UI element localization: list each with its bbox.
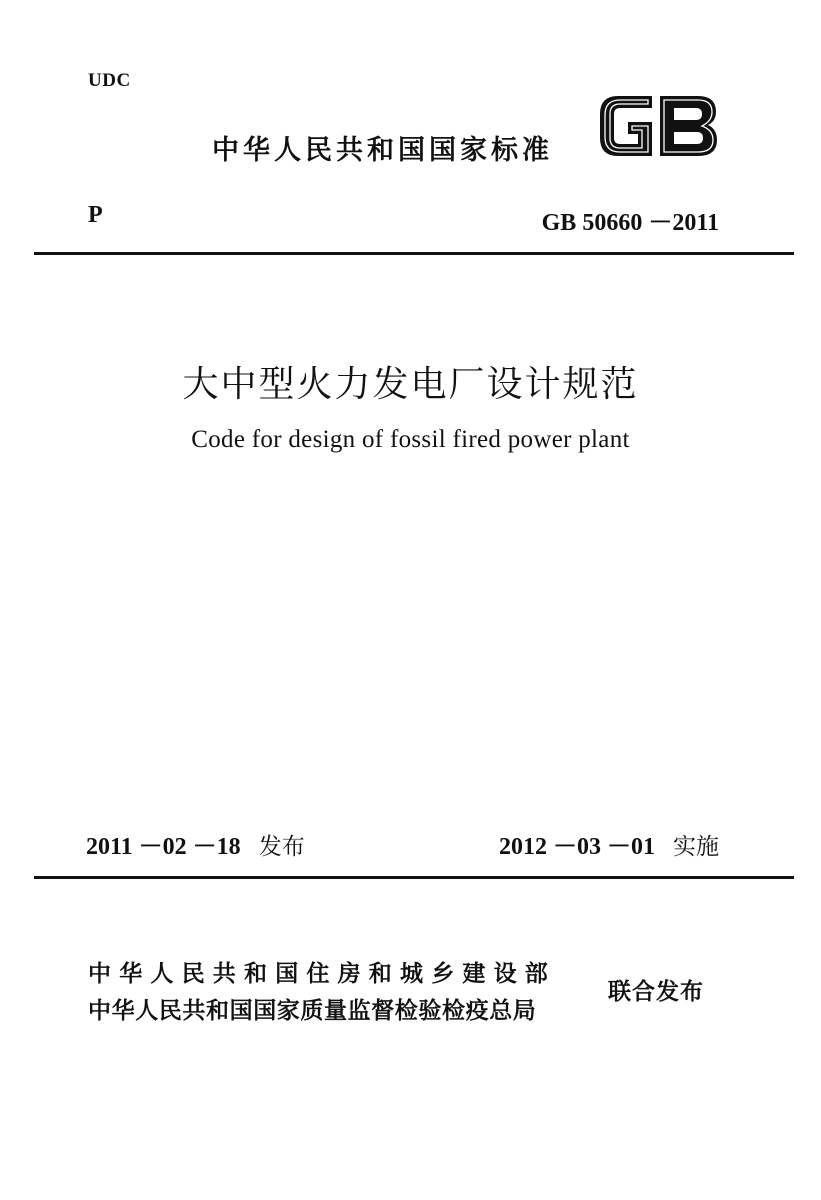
- effective-label: 实施: [673, 834, 719, 860]
- gb-logo: [596, 90, 720, 162]
- document-title-english: Code for design of fossil fired power plant: [191, 426, 630, 453]
- udc-label: UDC: [88, 70, 131, 91]
- bottom-divider: [34, 876, 794, 879]
- publisher-ministry-housing: 中华人民共和国住房和城乡建设部: [88, 961, 556, 987]
- issue-label: 发布: [258, 834, 305, 860]
- issue-date: 2011 －02 －18: [86, 834, 241, 860]
- effective-date-block: [499, 826, 719, 861]
- top-divider: [34, 252, 794, 255]
- issue-date-block: [86, 826, 305, 861]
- joint-release-label: 联合发布: [608, 979, 704, 1005]
- national-standard-heading: 中华人民共和国国家标准: [212, 135, 553, 166]
- effective-date: 2012 －03 －01: [499, 834, 655, 860]
- publisher-aqsiq: 中华人民共和国国家质量监督检验检疫总局: [88, 998, 537, 1024]
- document-title-chinese: 大中型火力发电厂设计规范: [182, 364, 639, 405]
- standard-number: GB 50660 －2011: [541, 210, 719, 236]
- category-code: P: [88, 202, 103, 228]
